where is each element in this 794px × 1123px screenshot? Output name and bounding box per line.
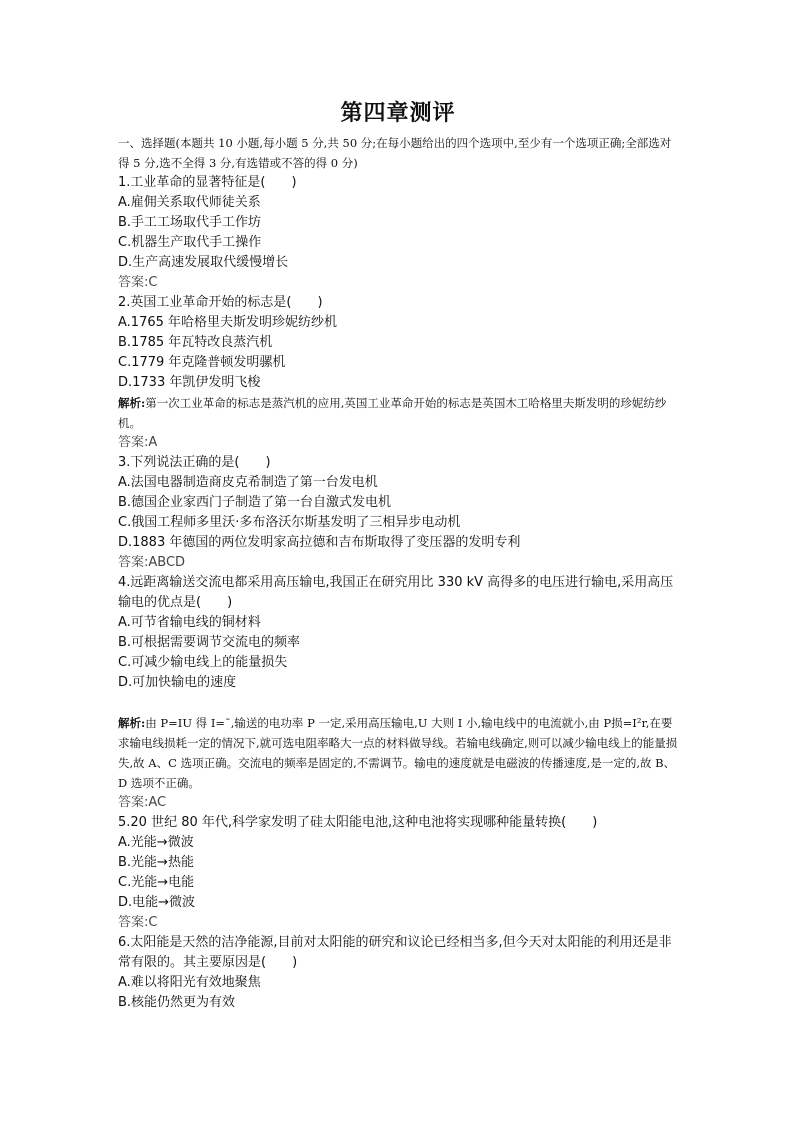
- option-b: B.可根据需要调节交流电的频率: [118, 635, 301, 650]
- question-stem: 2.英国工业革命开始的标志是( ): [118, 295, 323, 310]
- question-1: [118, 173, 678, 293]
- option-d: D.1883 年德国的两位发明家高拉德和吉布斯取得了变压器的发明专利: [118, 535, 521, 550]
- option-d: D.生产高速发展取代缓慢增长: [118, 255, 289, 270]
- page-title: 第四章测评: [340, 101, 456, 126]
- answer: 答案:AC: [118, 795, 167, 810]
- question-5: [118, 813, 678, 933]
- option-c: C.机器生产取代手工操作: [118, 235, 262, 250]
- explanation-label: 解析:: [118, 396, 146, 410]
- answer: 答案:C: [118, 275, 158, 290]
- option-b: B.1785 年瓦特改良蒸汽机: [118, 335, 273, 350]
- exam-page: [118, 96, 678, 1013]
- explanation-text: 第一次工业革命的标志是蒸汽机的应用,英国工业革命开始的标志是英国木工哈格里夫斯发明的珍妮纺纱机。: [118, 396, 667, 430]
- option-b: B.光能→热能: [118, 855, 194, 870]
- answer: 答案:A: [118, 435, 158, 450]
- question-2: [118, 293, 678, 453]
- option-c: C.可减少输电线上的能量损失: [118, 655, 288, 670]
- question-stem: 5.20 世纪 80 年代,科学家发明了硅太阳能电池,这种电池将实现哪种能量转换( ): [118, 815, 598, 830]
- option-b: B.核能仍然更为有效: [118, 995, 236, 1010]
- section-intro: 一、选择题(本题共 10 小题,每小题 5 分,共 50 分;在每小题给出的四个选项中,至少有一个选项正确;全部选对得 5 分,选不全得 3 分,有选错或不答的得 0 分): [118, 136, 672, 170]
- spacer: [118, 693, 678, 713]
- question-3: [118, 453, 678, 573]
- question-stem: 6.太阳能是天然的洁净能源,目前对太阳能的研究和议论已经相当多,但今天对太阳能的利用还是非常有限的。其主要原因是( ): [118, 935, 672, 970]
- option-a: A.可节省输电线的铜材料: [118, 615, 261, 630]
- option-a: A.光能→微波: [118, 835, 194, 850]
- option-a: A.难以将阳光有效地聚焦: [118, 975, 261, 990]
- option-b: B.德国企业家西门子制造了第一台自激式发电机: [118, 495, 392, 510]
- explanation-label: 解析:: [118, 716, 146, 730]
- explanation: [118, 713, 678, 793]
- question-4: [118, 573, 678, 813]
- question-stem: 1.工业革命的显著特征是( ): [118, 175, 297, 190]
- option-a: A.雇佣关系取代师徒关系: [118, 195, 261, 210]
- answer: 答案:ABCD: [118, 555, 186, 570]
- option-d: D.1733 年凯伊发明飞梭: [118, 375, 261, 390]
- option-d: D.电能→微波: [118, 895, 196, 910]
- option-a: A.法国电器制造商皮克希制造了第一台发电机: [118, 475, 378, 490]
- answer: 答案:C: [118, 915, 158, 930]
- option-b: B.手工工场取代手工作坊: [118, 215, 262, 230]
- question-stem: 4.远距离输送交流电都采用高压输电,我国正在研究用比 330 kV 高得多的电压进行输电,采用高压输电的优点是( ): [118, 575, 674, 610]
- question-stem: 3.下列说法正确的是( ): [118, 455, 271, 470]
- option-c: C.俄国工程师多里沃·多布洛沃尔斯基发明了三相异步电动机: [118, 515, 461, 530]
- option-c: C.1779 年克隆普顿发明骡机: [118, 355, 286, 370]
- question-6: [118, 933, 678, 1013]
- explanation-text: 由 P=IU 得 I=¯,输送的电功率 P 一定,采用高压输电,U 大则 I 小,输电线中的电流就小,由 P损=I²r,在要求输电线损耗一定的情况下,就可选电阻率略大一点的材料做导线。若输电线确定,则可以减少输电线上的能量损失,故 A、C 选项正确。交流电的频率是固定的,不需调节。输电的速度就是电磁波的传播速度,是一定的,故 B、D 选项不正确。: [118, 716, 678, 790]
- option-d: D.可加快输电的速度: [118, 675, 237, 690]
- option-c: C.光能→电能: [118, 875, 195, 890]
- explanation: [118, 393, 678, 433]
- option-a: A.1765 年哈格里夫斯发明珍妮纺纱机: [118, 315, 338, 330]
